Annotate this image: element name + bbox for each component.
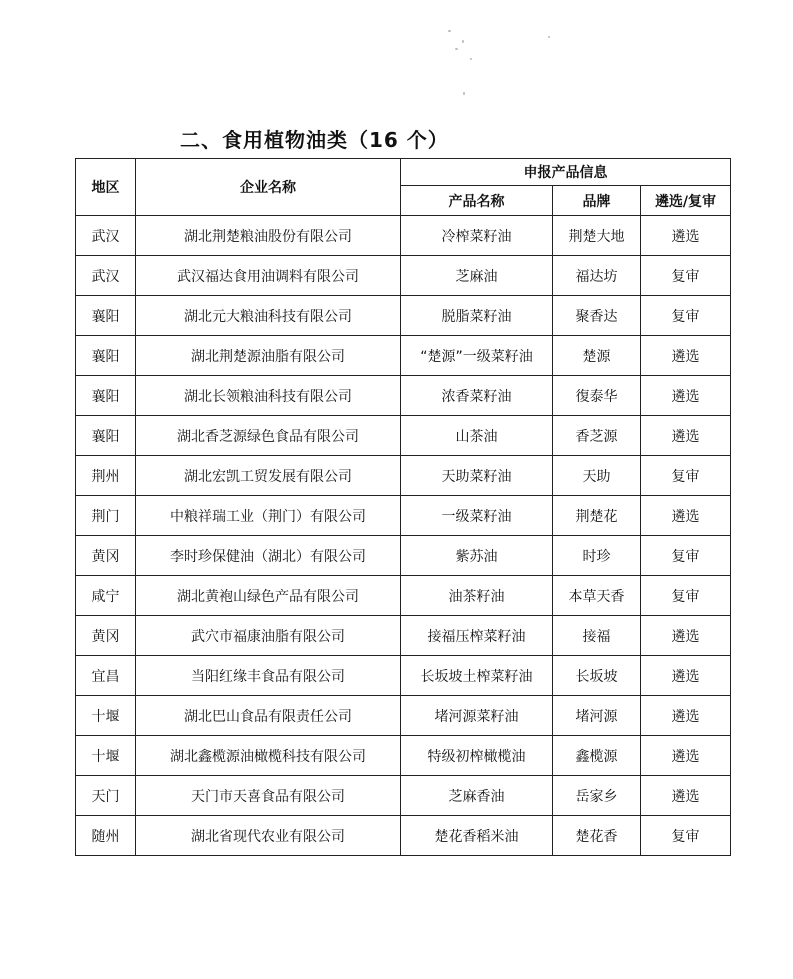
cell-brand: 香芝源	[553, 416, 641, 456]
cell-company: 湖北鑫榄源油橄榄科技有限公司	[136, 736, 401, 776]
cell-brand: 聚香达	[553, 296, 641, 336]
cell-region: 武汉	[76, 256, 136, 296]
cell-company: 湖北宏凯工贸发展有限公司	[136, 456, 401, 496]
cell-status: 复审	[641, 576, 731, 616]
cell-status: 遴选	[641, 776, 731, 816]
cell-product: 冷榨菜籽油	[401, 216, 553, 256]
cell-company: 湖北香芝源绿色食品有限公司	[136, 416, 401, 456]
section-title: 二、食用植物油类（16 个）	[180, 128, 449, 152]
table-row	[76, 376, 731, 416]
cell-region: 天门	[76, 776, 136, 816]
cell-status: 复审	[641, 816, 731, 856]
table-row	[76, 416, 731, 456]
cell-company: 湖北黄袍山绿色产品有限公司	[136, 576, 401, 616]
scan-speck	[462, 40, 464, 43]
scan-speck	[448, 30, 451, 32]
scan-speck	[548, 36, 550, 38]
cell-company: 中粮祥瑞工业（荆门）有限公司	[136, 496, 401, 536]
cell-brand: 天助	[553, 456, 641, 496]
cell-brand: 福达坊	[553, 256, 641, 296]
cell-region: 宜昌	[76, 656, 136, 696]
header-product-group: 申报产品信息	[401, 159, 731, 186]
table-row	[76, 656, 731, 696]
cell-status: 遴选	[641, 496, 731, 536]
cell-product: 接福压榨菜籽油	[401, 616, 553, 656]
cell-company: 湖北长领粮油科技有限公司	[136, 376, 401, 416]
cell-company: 湖北巴山食品有限责任公司	[136, 696, 401, 736]
cell-status: 复审	[641, 456, 731, 496]
cell-region: 咸宁	[76, 576, 136, 616]
cell-status: 复审	[641, 536, 731, 576]
table-body	[76, 216, 731, 856]
cell-brand: 时珍	[553, 536, 641, 576]
cell-product: 堵河源菜籽油	[401, 696, 553, 736]
cell-region: 荆州	[76, 456, 136, 496]
cell-company: 湖北省现代农业有限公司	[136, 816, 401, 856]
cell-region: 随州	[76, 816, 136, 856]
cell-company: 李时珍保健油（湖北）有限公司	[136, 536, 401, 576]
cell-brand: 楚花香	[553, 816, 641, 856]
table-row	[76, 776, 731, 816]
cell-region: 黄冈	[76, 536, 136, 576]
cell-product: 天助菜籽油	[401, 456, 553, 496]
cell-product: 紫苏油	[401, 536, 553, 576]
scan-speck	[455, 48, 458, 50]
enterprise-product-table	[75, 158, 731, 856]
header-region: 地区	[76, 159, 136, 216]
cell-company: 当阳红缘丰食品有限公司	[136, 656, 401, 696]
cell-region: 襄阳	[76, 336, 136, 376]
cell-brand: 岳家乡	[553, 776, 641, 816]
cell-brand: 本草天香	[553, 576, 641, 616]
cell-brand: 长坂坡	[553, 656, 641, 696]
cell-region: 武汉	[76, 216, 136, 256]
cell-brand: 復泰华	[553, 376, 641, 416]
cell-product: 浓香菜籽油	[401, 376, 553, 416]
cell-product: 芝麻香油	[401, 776, 553, 816]
table-row	[76, 576, 731, 616]
cell-company: 天门市天喜食品有限公司	[136, 776, 401, 816]
table-row	[76, 296, 731, 336]
cell-product: 一级菜籽油	[401, 496, 553, 536]
cell-product: 脱脂菜籽油	[401, 296, 553, 336]
header-status: 遴选/复审	[641, 186, 731, 216]
cell-product: 长坂坡土榨菜籽油	[401, 656, 553, 696]
cell-product: 山茶油	[401, 416, 553, 456]
table-row	[76, 496, 731, 536]
cell-brand: 鑫榄源	[553, 736, 641, 776]
table-row	[76, 456, 731, 496]
cell-company: 武汉福达食用油调料有限公司	[136, 256, 401, 296]
table-row	[76, 696, 731, 736]
table-row	[76, 536, 731, 576]
cell-product: 特级初榨橄榄油	[401, 736, 553, 776]
cell-status: 遴选	[641, 736, 731, 776]
cell-region: 荆门	[76, 496, 136, 536]
header-brand: 品牌	[553, 186, 641, 216]
table-row	[76, 216, 731, 256]
table-row	[76, 256, 731, 296]
cell-region: 十堰	[76, 736, 136, 776]
cell-region: 十堰	[76, 696, 136, 736]
cell-status: 遴选	[641, 416, 731, 456]
cell-brand: 荆楚大地	[553, 216, 641, 256]
cell-status: 遴选	[641, 376, 731, 416]
header-company: 企业名称	[136, 159, 401, 216]
cell-status: 遴选	[641, 216, 731, 256]
cell-status: 遴选	[641, 656, 731, 696]
header-product: 产品名称	[401, 186, 553, 216]
cell-region: 襄阳	[76, 376, 136, 416]
cell-status: 复审	[641, 256, 731, 296]
cell-product: 芝麻油	[401, 256, 553, 296]
scan-speck	[463, 92, 465, 95]
cell-status: 复审	[641, 296, 731, 336]
cell-company: 湖北荆楚粮油股份有限公司	[136, 216, 401, 256]
cell-status: 遴选	[641, 336, 731, 376]
cell-company: 湖北元大粮油科技有限公司	[136, 296, 401, 336]
table-row	[76, 336, 731, 376]
cell-company: 湖北荆楚源油脂有限公司	[136, 336, 401, 376]
cell-region: 襄阳	[76, 416, 136, 456]
table-header-row	[76, 159, 731, 186]
cell-product: 楚花香稻米油	[401, 816, 553, 856]
cell-brand: 荆楚花	[553, 496, 641, 536]
cell-brand: 接福	[553, 616, 641, 656]
cell-brand: 堵河源	[553, 696, 641, 736]
cell-region: 黄冈	[76, 616, 136, 656]
scan-speck	[470, 58, 472, 60]
table-row	[76, 816, 731, 856]
cell-product: 油茶籽油	[401, 576, 553, 616]
cell-company: 武穴市福康油脂有限公司	[136, 616, 401, 656]
table-row	[76, 616, 731, 656]
cell-status: 遴选	[641, 696, 731, 736]
cell-region: 襄阳	[76, 296, 136, 336]
table-row	[76, 736, 731, 776]
cell-status: 遴选	[641, 616, 731, 656]
cell-brand: 楚源	[553, 336, 641, 376]
cell-product: “楚源”一级菜籽油	[401, 336, 553, 376]
